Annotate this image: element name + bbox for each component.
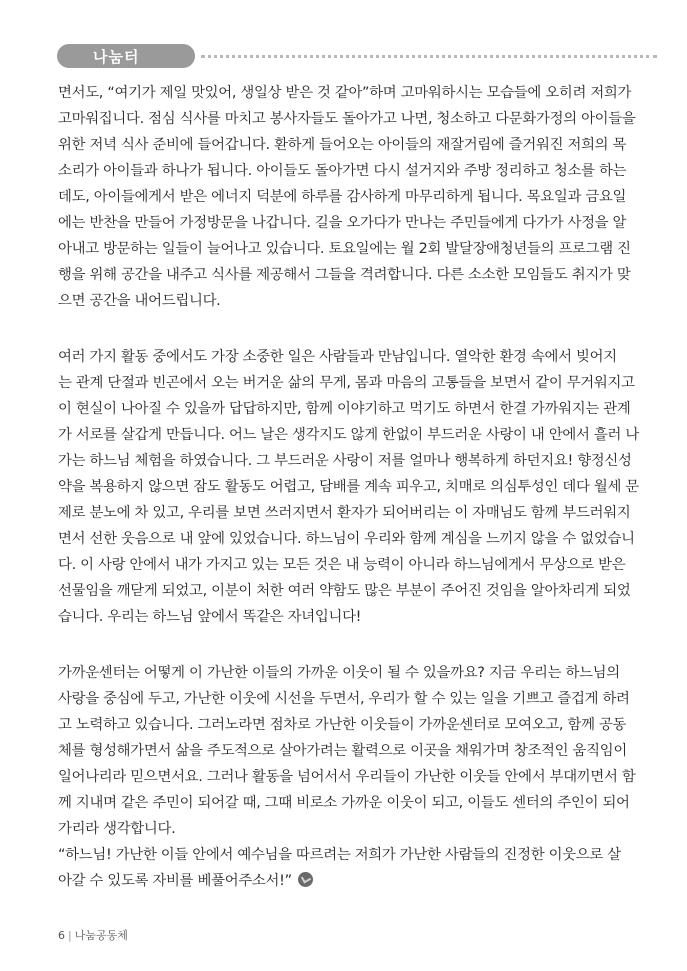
prayer-closing-line (58, 868, 642, 894)
text-line: 데도, 아이들에게서 받은 에너지 덕분에 하루를 감사하게 마무리하게 됩니다. 목요일과 금요일 (58, 189, 627, 205)
text-line: 에는 반찬을 만들어 가정방문을 나갑니다. 길을 오가다가 만나는 주민들에게 다가가 사정을 알 (58, 215, 627, 231)
footer-separator: | (68, 929, 72, 942)
text-line: 행을 위해 공간을 내주고 식사를 제공해서 그들을 격려합니다. 다른 소소한 모임들도 취지가 맞 (58, 267, 631, 283)
text-line: 아갈 수 있도록 자비를 베풀어주소서!” (58, 873, 292, 889)
text-line: 습니다. 우리는 하느님 앞에서 똑같은 자녀입니다! (58, 609, 362, 625)
text-line: 아내고 방문하는 일들이 늘어나고 있습니다. 토요일에는 월 2회 발달장애청년들의 프로그램 진 (58, 241, 631, 257)
text-line: 이 현실이 나아질 수 있을까 답답하지만, 함께 이야기하고 먹기도 하면서 한결 가까워지는 관계 (58, 401, 631, 417)
text-line: 가는 하느님 체험을 하였습니다. 그 부드러운 사랑이 저를 얼마나 행복하게 하던지요! 향정신성 (58, 453, 632, 469)
paragraph (58, 344, 642, 630)
section-tab (57, 44, 195, 68)
page-footer (58, 927, 128, 943)
section-header (57, 43, 657, 69)
paragraph (58, 660, 642, 894)
dotted-divider (201, 55, 657, 58)
text-line: 사랑을 중심에 두고, 가난한 이웃에 시선을 두면서, 우리가 할 수 있는 일을 기쁘고 즐겁게 하려 (58, 691, 630, 707)
text-line: 제로 분노에 차 있고, 우리를 보면 쓰러지면서 환자가 되어버리는 이 자매님도 함께 부드러워지 (58, 505, 631, 521)
text-line: 약을 복용하지 않으면 잠도 활동도 어렵고, 담배를 계속 피우고, 치매로 의심투성인 데다 월세 문 (58, 479, 639, 495)
text-line: 여러 가지 활동 중에서도 가장 소중한 일은 사람들과 만남입니다. 열악한 환경 속에서 빚어지 (58, 349, 617, 365)
text-line: 는 관계 단절과 빈곤에서 오는 버거운 삶의 무게, 몸과 마음의 고통들을 보면서 같이 무거워지고 (58, 375, 635, 391)
text-line: 일어나리라 믿으면서요. 그러나 활동을 넘어서서 우리들이 가난한 이웃들 안에서 부대끼면서 함 (58, 769, 636, 785)
article-body (58, 80, 642, 894)
text-line: 소리가 아이들과 하나가 됩니다. 아이들도 돌아가면 다시 설거지와 주방 정리하고 청소를 하는 (58, 163, 627, 179)
text-line: 가까운센터는 어떻게 이 가난한 이들의 가까운 이웃이 될 수 있을까요? 지금 우리는 하느님의 (58, 665, 620, 681)
end-mark-icon (298, 872, 313, 887)
text-line: 가리라 생각합니다. (58, 821, 176, 837)
text-line: 께 지내며 같은 주민이 되어갈 때, 그때 비로소 가까운 이웃이 되고, 이들도 센터의 주인이 되어 (58, 795, 630, 811)
text-line: 으면 공간을 내어드립니다. (58, 293, 221, 309)
section-tab-label: 나눔터 (93, 48, 140, 66)
text-line: 고마워집니다. 점심 식사를 마치고 봉사자들도 돌아가고 나면, 청소하고 다문화가정의 아이들을 (58, 111, 636, 127)
page-number: 6 (58, 929, 65, 942)
text-line: 면서 선한 웃음으로 내 앞에 있었습니다. 하느님이 우리와 함께 계심을 느끼지 않을 수 없었습니 (58, 531, 635, 547)
text-line: 가 서로를 살갑게 만듭니다. 어느 날은 생각지도 않게 한없이 부드러운 사랑이 내 안에서 흘러 나 (58, 427, 639, 443)
text-line: 위한 저녁 식사 준비에 들어갑니다. 환하게 들어오는 아이들의 재잘거림에 즐거워진 저희의 목 (58, 137, 627, 153)
paragraph (58, 80, 642, 314)
publication-name: 나눔공동체 (74, 929, 128, 942)
text-line: 다. 이 사랑 안에서 내가 가지고 있는 모든 것은 내 능력이 아니라 하느님에게서 무상으로 받은 (58, 557, 626, 573)
text-line: “하느님! 가난한 이들 안에서 예수님을 따르려는 저희가 가난한 사람들의 진정한 이웃으로 살 (58, 847, 621, 863)
text-line: 면서도, “여기가 제일 맛있어, 생일상 받은 것 같아”하며 고마워하시는 모습들에 오히려 저희가 (58, 85, 632, 101)
text-line: 체를 형성해가면서 삶을 주도적으로 살아가려는 활력으로 이곳을 채워가며 창조적인 움직임이 (58, 743, 627, 759)
text-line: 선물임을 깨닫게 되었고, 이분이 처한 여러 약함도 많은 부분이 주어진 것임을 알아차리게 되었 (58, 583, 631, 599)
text-line: 고 노력하고 있습니다. 그러노라면 점차로 가난한 이웃들이 가까운센터로 모여오고, 함께 공동 (58, 717, 627, 733)
